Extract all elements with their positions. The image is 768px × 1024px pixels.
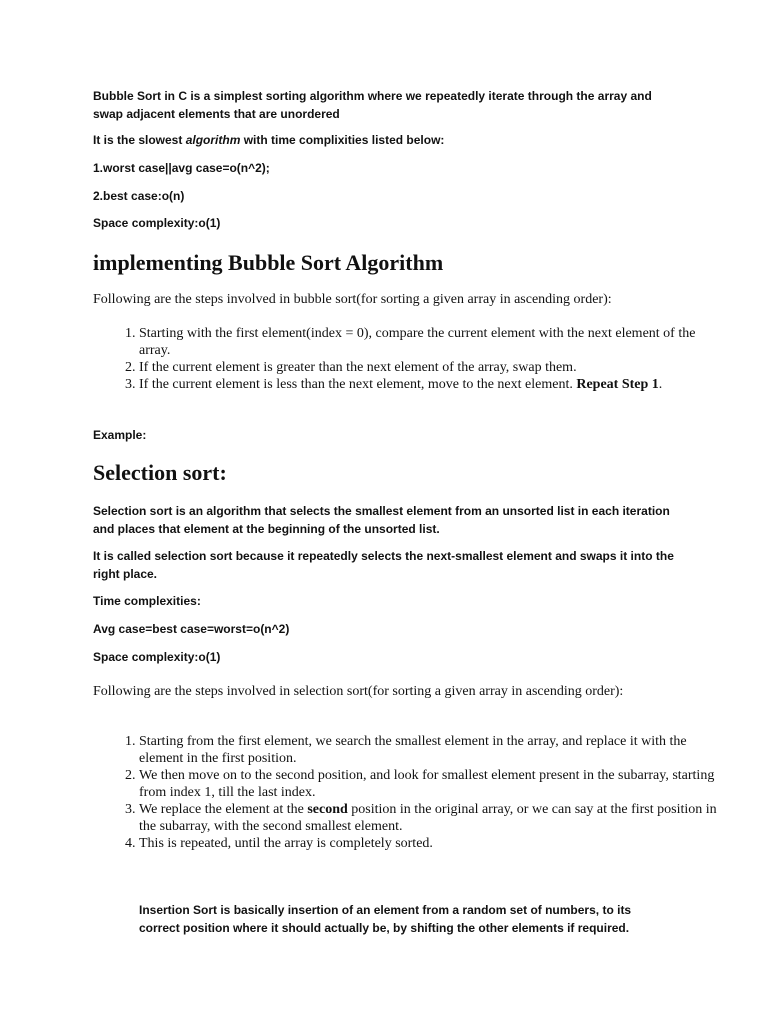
bubble-heading: implementing Bubble Sort Algorithm [93,250,444,275]
avg-case-line: Avg case=best case=worst=o(n^2) [93,622,290,636]
bubble-intro-rest: where we repeatedly iterate through the array and swap adjacent elements that are unordered [93,89,652,121]
selection-steps-intro: Following are the steps involved in selection sort(for sorting a given array in ascending order): [93,684,624,699]
slowest-suffix: with time complixities listed below: [240,133,445,147]
selection-step3-prefix: We replace the element at the [139,802,308,817]
selection-desc-1: Selection sort is an algorithm that selects the smallest element from an unsorted list in each iteration and places that element at the beginning of the unsorted list. [93,504,670,536]
bubble-step3-end: . [658,377,663,392]
slowest-paragraph [93,131,683,149]
list-item: 2. We then move on to the second position, and look for smallest element present in the subarray, starting from index 1, till the last index. [139,767,729,801]
bubble-intro-bold: Bubble Sort in C is a simplest sorting algorithm [93,89,365,103]
list-item [139,801,729,835]
insertion-paragraph [139,901,659,937]
insertion-rest: is basically insertion of an element from a random set of numbers, to its correct position where it should actually be, by shifting the other elements if required. [139,903,632,935]
list-item [139,376,729,393]
worst-case-line: 1.worst case||avg case=o(n^2); [93,161,270,175]
selection-step3-bold: second [307,802,348,817]
selection-steps-list [93,733,729,852]
selection-step3-suffix: position in the original array, or we can say at the first position in the subarray, with the second smallest element. [139,802,717,834]
slowest-italic: algorithm [185,133,241,147]
best-case-line: 2.best case:o(n) [93,189,185,203]
list-item: 1. Starting from the first element, we search the smallest element in the array, and replace it with the element in the first position. [139,733,729,767]
bubble-step3-bold: Repeat Step 1 [576,377,659,392]
bubble-step3-text: If the current element is less than the next element, move to the next element. [139,377,577,392]
time-complexities-label: Time complexities: [93,594,201,608]
bubble-steps-intro: Following are the steps involved in bubble sort(for sorting a given array in ascending order): [93,292,612,307]
list-item: 4. This is repeated, until the array is completely sorted. [139,835,729,852]
space-complexity-line-1: Space complexity:o(1) [93,216,221,230]
selection-heading: Selection sort: [93,460,227,485]
space-complexity-line-2: Space complexity:o(1) [93,650,221,664]
list-item: 2. If the current element is greater than the next element of the array, swap them. [139,359,729,376]
insertion-bold: Insertion Sort [139,903,218,917]
bubble-steps-list [93,325,729,393]
slowest-prefix: It is the slowest [93,133,186,147]
list-item: 1. Starting with the first element(index = 0), compare the current element with the next element of the array. [139,325,729,359]
selection-desc-2: It is called selection sort because it repeatedly selects the next-smallest element and swaps it into the right place. [93,549,674,581]
example-label: Example: [93,428,147,442]
bubble-intro-paragraph [93,87,683,123]
